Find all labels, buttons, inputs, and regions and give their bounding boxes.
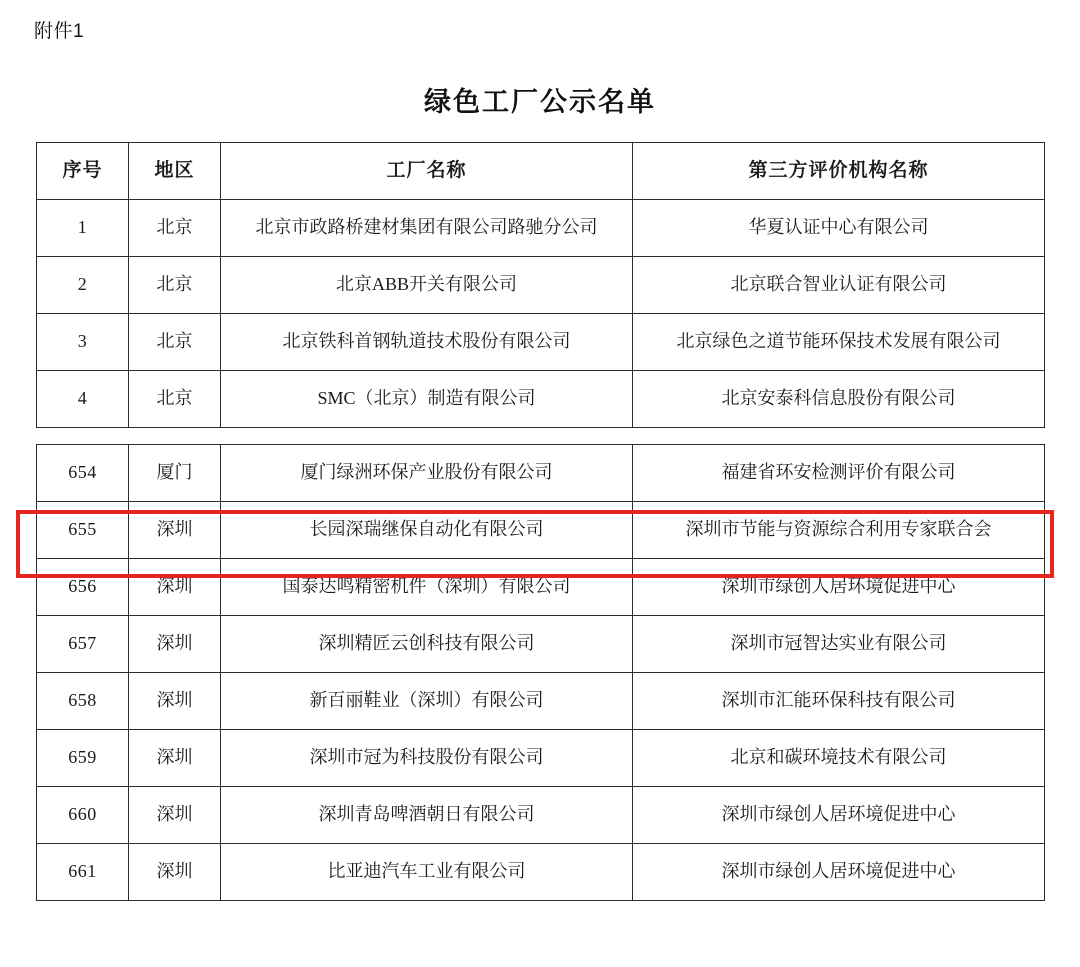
cell-region: 北京 [129,371,221,428]
cell-region: 深圳 [129,844,221,901]
cell-factory: 深圳市冠为科技股份有限公司 [221,730,633,787]
cell-factory: 长园深瑞继保自动化有限公司 [221,502,633,559]
table-row [37,200,1045,257]
cell-seq: 654 [37,445,129,502]
table-header [37,143,1045,200]
cell-seq: 655 [37,502,129,559]
cell-seq: 3 [37,314,129,371]
table-section-gap [37,428,1045,445]
table-row [37,314,1045,371]
cell-agency: 北京安泰科信息股份有限公司 [633,371,1045,428]
cell-seq: 2 [37,257,129,314]
table-row [37,844,1045,901]
table-row [37,730,1045,787]
cell-seq: 659 [37,730,129,787]
column-header-factory: 工厂名称 [221,143,633,200]
cell-factory: 比亚迪汽车工业有限公司 [221,844,633,901]
cell-region: 深圳 [129,616,221,673]
cell-agency: 北京绿色之道节能环保技术发展有限公司 [633,314,1045,371]
cell-region: 北京 [129,200,221,257]
cell-seq: 658 [37,673,129,730]
cell-agency: 深圳市节能与资源综合利用专家联合会 [633,502,1045,559]
column-header-region: 地区 [129,143,221,200]
cell-seq: 657 [37,616,129,673]
cell-agency: 深圳市冠智达实业有限公司 [633,616,1045,673]
cell-factory: 北京ABB开关有限公司 [221,257,633,314]
cell-region: 北京 [129,257,221,314]
attachment-label: 附件1 [34,21,85,42]
cell-factory: 北京铁科首钢轨道技术股份有限公司 [221,314,633,371]
cell-seq: 656 [37,559,129,616]
cell-factory: 厦门绿洲环保产业股份有限公司 [221,445,633,502]
cell-region: 厦门 [129,445,221,502]
cell-seq: 660 [37,787,129,844]
cell-seq: 661 [37,844,129,901]
table-row [37,673,1045,730]
cell-region: 深圳 [129,730,221,787]
cell-agency: 北京和碳环境技术有限公司 [633,730,1045,787]
cell-factory: SMC（北京）制造有限公司 [221,371,633,428]
cell-region: 深圳 [129,559,221,616]
cell-factory: 北京市政路桥建材集团有限公司路驰分公司 [221,200,633,257]
table-row [37,616,1045,673]
cell-agency: 深圳市绿创人居环境促进中心 [633,844,1045,901]
green-factory-table [36,142,1045,901]
table-row [37,559,1045,616]
cell-factory: 新百丽鞋业（深圳）有限公司 [221,673,633,730]
table-body [37,200,1045,901]
cell-agency: 北京联合智业认证有限公司 [633,257,1045,314]
green-factory-table-wrapper [36,142,1044,901]
page-title: 绿色工厂公示名单 [424,87,656,117]
cell-agency: 福建省环安检测评价有限公司 [633,445,1045,502]
cell-region: 深圳 [129,673,221,730]
table-row-highlighted [37,502,1045,559]
cell-region: 北京 [129,314,221,371]
cell-agency: 华夏认证中心有限公司 [633,200,1045,257]
cell-seq: 1 [37,200,129,257]
table-header-row [37,143,1045,200]
cell-region: 深圳 [129,787,221,844]
cell-agency: 深圳市绿创人居环境促进中心 [633,559,1045,616]
cell-factory: 深圳精匠云创科技有限公司 [221,616,633,673]
column-header-seq: 序号 [37,143,129,200]
cell-factory: 深圳青岛啤酒朝日有限公司 [221,787,633,844]
cell-region: 深圳 [129,502,221,559]
table-row [37,787,1045,844]
cell-agency: 深圳市绿创人居环境促进中心 [633,787,1045,844]
cell-seq: 4 [37,371,129,428]
table-row [37,371,1045,428]
cell-agency: 深圳市汇能环保科技有限公司 [633,673,1045,730]
table-row [37,257,1045,314]
column-header-agency: 第三方评价机构名称 [633,143,1045,200]
cell-factory: 国泰达鸣精密机件（深圳）有限公司 [221,559,633,616]
table-row [37,445,1045,502]
